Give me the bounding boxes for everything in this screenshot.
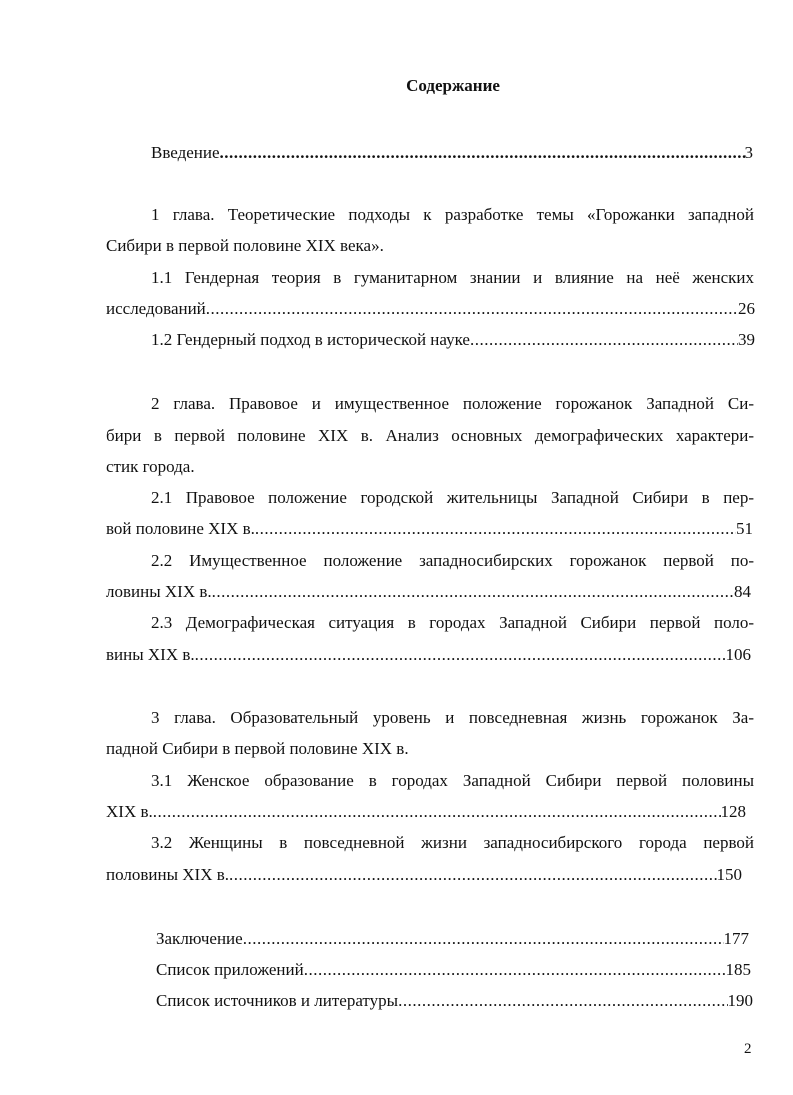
section-2-3-line-1: 2.3 Демографическая ситуация в городах Западной Сибири первой поло-	[151, 613, 754, 632]
section-1-1-line-1: 1.1 Гендерная теория в гуманитарном знании и влияние на неё женских	[151, 268, 754, 287]
toc-page: 39	[738, 330, 755, 349]
toc-page: 190	[727, 991, 753, 1010]
toc-page: 128	[720, 802, 746, 821]
toc-leader	[243, 929, 724, 949]
section-3-1-line-1: 3.1 Женское образование в городах Западной Сибири первой половины	[151, 771, 754, 790]
chapter-1-title-line-2: Сибири в первой половине XIX века».	[106, 236, 384, 255]
toc-entry-intro	[151, 143, 753, 163]
page-title: Содержание	[406, 76, 500, 95]
toc-label: ловины XIX в.	[106, 582, 212, 601]
section-3-2-line-2	[106, 865, 742, 885]
toc-entry-conclusion	[156, 929, 749, 949]
chapter-2-title-line-2: бири в первой половине XIX в. Анализ основных демографических характери-	[106, 426, 754, 445]
toc-leader	[229, 865, 717, 885]
section-2-3-line-2	[106, 645, 751, 665]
section-1-1-line-2	[106, 299, 755, 319]
toc-leader	[212, 582, 734, 602]
toc-leader	[220, 143, 745, 163]
section-2-2-line-1: 2.2 Имущественное положение западносибирских горожанок первой по-	[151, 551, 754, 570]
toc-label: XIX в.	[106, 802, 153, 821]
toc-leader	[470, 330, 738, 350]
toc-label: Список источников и литературы	[156, 991, 399, 1010]
toc-label: Введение	[151, 143, 220, 162]
toc-page: 106	[725, 645, 751, 664]
section-2-1-line-2	[106, 519, 753, 539]
toc-page: 185	[725, 960, 751, 979]
toc-leader	[153, 802, 721, 822]
toc-page: 84	[734, 582, 751, 601]
toc-entry-appendices	[156, 960, 751, 980]
section-3-2-line-1: 3.2 Женщины в повседневной жизни западносибирского города первой	[151, 833, 754, 852]
chapter-2-title-line-1: 2 глава. Правовое и имущественное положение горожанок Западной Си-	[151, 394, 754, 413]
toc-leader	[255, 519, 736, 539]
toc-leader	[398, 991, 727, 1011]
section-2-1-line-1: 2.1 Правовое положение городской жительницы Западной Сибири в пер-	[151, 488, 754, 507]
toc-label: исследований	[106, 299, 206, 318]
toc-entry-sources	[156, 991, 753, 1011]
toc-label: 1.2 Гендерный подход в исторической науке	[151, 330, 470, 349]
toc-label: вины XIX в.	[106, 645, 195, 664]
toc-label: Список приложений	[156, 960, 304, 979]
page-number: 2	[744, 1041, 752, 1057]
toc-leader	[206, 299, 738, 319]
toc-label: вой половине XIX в.	[106, 519, 255, 538]
chapter-3-title-line-1: 3 глава. Образовательный уровень и повседневная жизнь горожанок За-	[151, 708, 754, 727]
toc-page: 150	[716, 865, 742, 884]
toc-label: Заключение	[156, 929, 243, 948]
toc-page: 3	[744, 143, 753, 162]
toc-page: 26	[738, 299, 755, 318]
toc-page: 177	[723, 929, 749, 948]
section-1-2	[151, 330, 755, 350]
chapter-1-title-line-1: 1 глава. Теоретические подходы к разработке темы «Горожанки западной	[151, 205, 754, 224]
toc-leader	[304, 960, 726, 980]
chapter-3-title-line-2: падной Сибири в первой половине XIX в.	[106, 739, 409, 758]
toc-label: половины XIX в.	[106, 865, 229, 884]
section-3-1-line-2	[106, 802, 746, 822]
section-2-2-line-2	[106, 582, 751, 602]
toc-leader	[195, 645, 726, 665]
toc-page: 51	[736, 519, 753, 538]
chapter-2-title-line-3: стик города.	[106, 457, 195, 476]
